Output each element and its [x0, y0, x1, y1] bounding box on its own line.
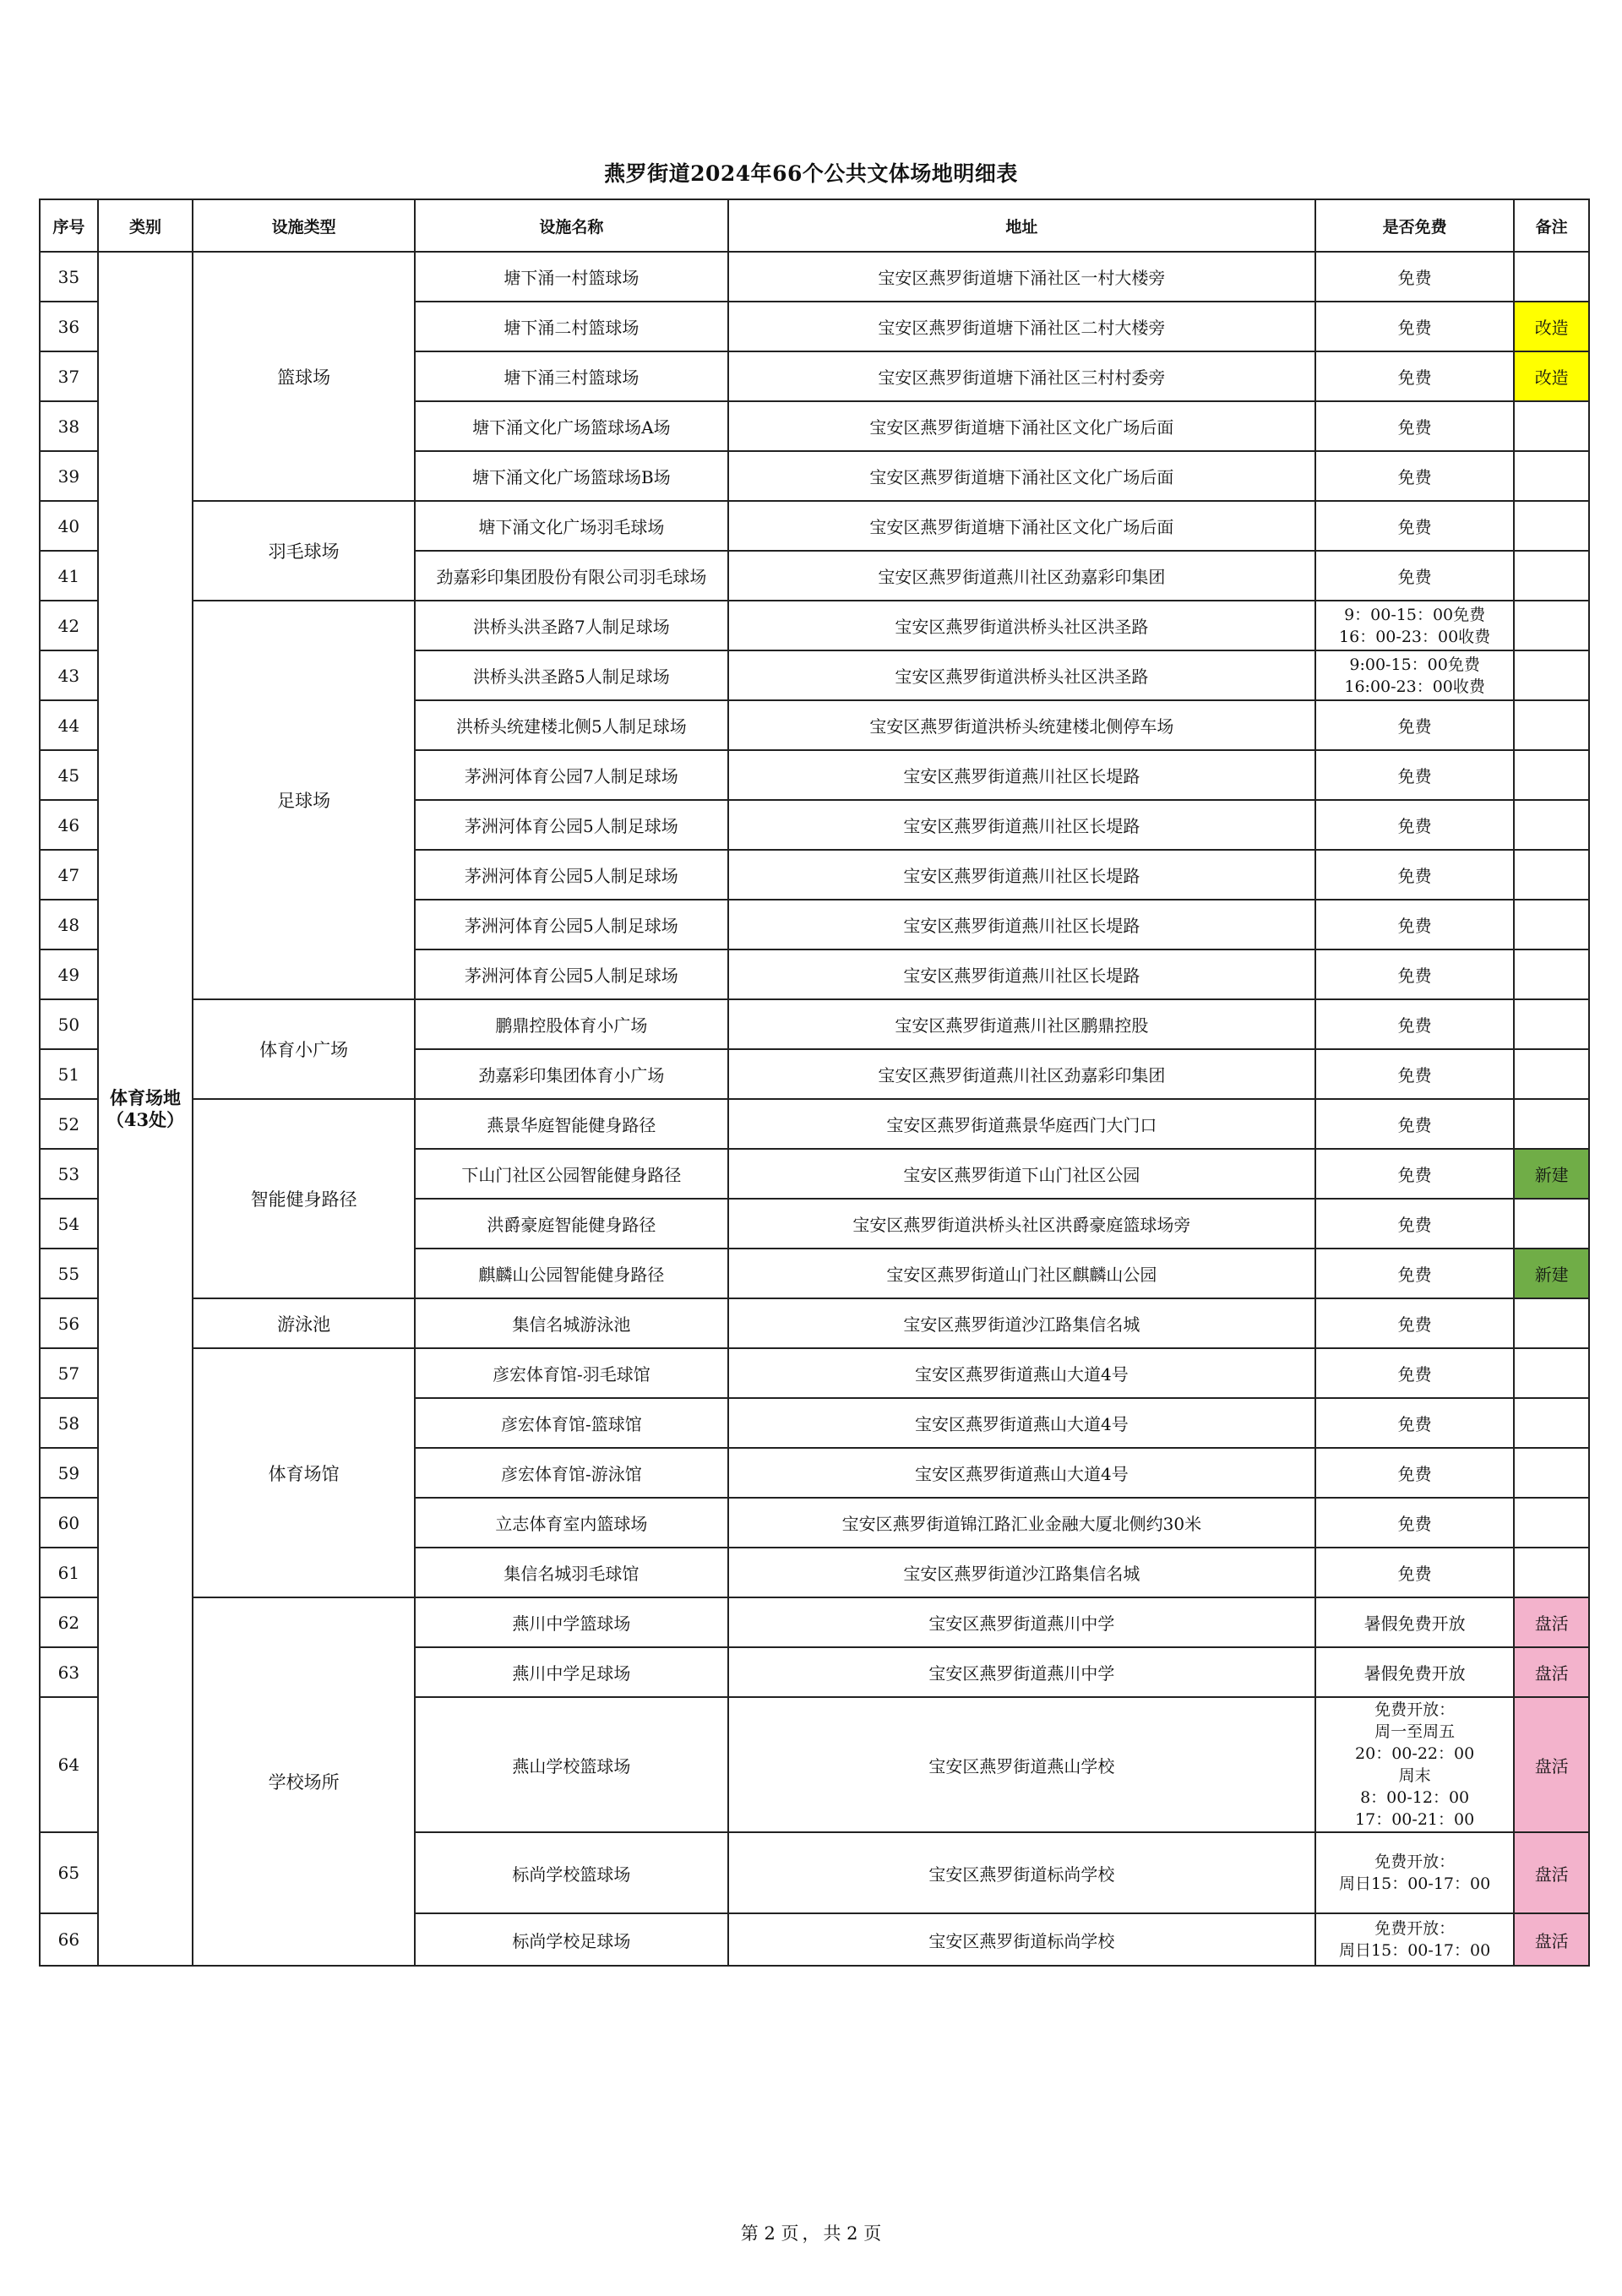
- cell-remark: [1514, 501, 1589, 551]
- cell-name: 集信名城羽毛球馆: [415, 1548, 728, 1597]
- cell-name: 茅洲河体育公园5人制足球场: [415, 850, 728, 900]
- cell-name: 劲嘉彩印集团体育小广场: [415, 1049, 728, 1099]
- cell-free: 免费: [1315, 999, 1515, 1049]
- cell-free: 免费开放： 周日15：00-17：00: [1315, 1832, 1515, 1913]
- cell-name: 标尚学校足球场: [415, 1913, 728, 1966]
- cell-address: 宝安区燕罗街道洪桥头社区洪圣路: [728, 601, 1315, 650]
- cell-free: 免费: [1315, 351, 1515, 401]
- cell-address: 宝安区燕罗街道塘下涌社区文化广场后面: [728, 401, 1315, 451]
- cell-remark: [1514, 1348, 1589, 1398]
- cell-address: 宝安区燕罗街道燕川社区劲嘉彩印集团: [728, 1049, 1315, 1099]
- cell-remark: [1514, 451, 1589, 501]
- table-row: [40, 999, 1589, 1049]
- cell-seq: 45: [40, 750, 98, 800]
- cell-free: 暑假免费开放: [1315, 1647, 1515, 1697]
- cell-free: 免费: [1315, 1448, 1515, 1498]
- remark-badge-revive: 盘活: [1514, 1697, 1589, 1832]
- cell-address: 宝安区燕罗街道燕川社区长堤路: [728, 949, 1315, 999]
- cell-address: 宝安区燕罗街道燕川社区长堤路: [728, 800, 1315, 850]
- cell-address: 宝安区燕罗街道沙江路集信名城: [728, 1298, 1315, 1348]
- cell-name: 彦宏体育馆-游泳馆: [415, 1448, 728, 1498]
- cell-type-pool: 游泳池: [193, 1298, 415, 1348]
- cell-seq: 59: [40, 1448, 98, 1498]
- cell-type-football: 足球场: [193, 601, 415, 999]
- cell-name: 洪桥头洪圣路7人制足球场: [415, 601, 728, 650]
- remark-badge-revive: 盘活: [1514, 1647, 1589, 1697]
- footer-total-pages: 共 2 页: [823, 2223, 882, 2244]
- cell-name: 茅洲河体育公园5人制足球场: [415, 800, 728, 850]
- header-facility-type: 设施类型: [193, 199, 415, 252]
- cell-remark: [1514, 551, 1589, 601]
- cell-seq: 52: [40, 1099, 98, 1149]
- cell-seq: 41: [40, 551, 98, 601]
- cell-remark: [1514, 900, 1589, 949]
- remark-badge-new: 新建: [1514, 1249, 1589, 1298]
- cell-address: 宝安区燕罗街道标尚学校: [728, 1913, 1315, 1966]
- cell-type-plaza: 体育小广场: [193, 999, 415, 1099]
- cell-name: 麒麟山公园智能健身路径: [415, 1249, 728, 1298]
- cell-free: 免费: [1315, 1348, 1515, 1398]
- cell-seq: 50: [40, 999, 98, 1049]
- page-title: 燕罗街道2024年66个公共文体场地明细表: [604, 161, 1018, 186]
- remark-badge-modify: 改造: [1514, 302, 1589, 351]
- cell-free: 免费: [1315, 1498, 1515, 1548]
- facility-table: [39, 199, 1590, 1967]
- cell-free: 免费: [1315, 1099, 1515, 1149]
- cell-name: 立志体育室内篮球场: [415, 1498, 728, 1548]
- cell-type-fitness: 智能健身路径: [193, 1099, 415, 1298]
- cell-seq: 54: [40, 1199, 98, 1249]
- remark-badge-new: 新建: [1514, 1149, 1589, 1199]
- cell-free: 免费: [1315, 700, 1515, 750]
- cell-remark: [1514, 999, 1589, 1049]
- table-row: [40, 601, 1589, 650]
- header-address: 地址: [728, 199, 1315, 252]
- cell-type-basketball: 篮球场: [193, 252, 415, 501]
- cell-name: 下山门社区公园智能健身路径: [415, 1149, 728, 1199]
- cell-free: 免费: [1315, 1249, 1515, 1298]
- cell-seq: 47: [40, 850, 98, 900]
- cell-free: 免费开放： 周日15：00-17：00: [1315, 1913, 1515, 1966]
- cell-free: 免费: [1315, 551, 1515, 601]
- cell-seq: 53: [40, 1149, 98, 1199]
- cell-address: 宝安区燕罗街道燕山大道4号: [728, 1448, 1315, 1498]
- cell-seq: 58: [40, 1398, 98, 1448]
- cell-seq: 61: [40, 1548, 98, 1597]
- cell-seq: 39: [40, 451, 98, 501]
- cell-type-gym: 体育场馆: [193, 1348, 415, 1597]
- cell-free: 免费开放： 周一至周五 20：00-22：00 周末 8：00-12：00 17：00-21：00: [1315, 1697, 1515, 1832]
- table-row: [40, 501, 1589, 551]
- header-remark: 备注: [1514, 199, 1589, 252]
- cell-remark: [1514, 850, 1589, 900]
- cell-remark: [1514, 800, 1589, 850]
- cell-address: 宝安区燕罗街道塘下涌社区文化广场后面: [728, 451, 1315, 501]
- table-row: [40, 1298, 1589, 1348]
- cell-address: 宝安区燕罗街道燕川社区长堤路: [728, 750, 1315, 800]
- cell-address: 宝安区燕罗街道燕山大道4号: [728, 1348, 1315, 1398]
- cell-name: 彦宏体育馆-篮球馆: [415, 1398, 728, 1448]
- cell-free: 免费: [1315, 451, 1515, 501]
- cell-address: 宝安区燕罗街道燕山学校: [728, 1697, 1315, 1832]
- cell-address: 宝安区燕罗街道洪桥头社区洪圣路: [728, 650, 1315, 700]
- cell-remark: [1514, 1448, 1589, 1498]
- cell-seq: 57: [40, 1348, 98, 1398]
- cell-name: 燕山学校篮球场: [415, 1697, 728, 1832]
- cell-remark: [1514, 401, 1589, 451]
- cell-remark: [1514, 949, 1589, 999]
- cell-name: 茅洲河体育公园5人制足球场: [415, 949, 728, 999]
- cell-address: 宝安区燕罗街道沙江路集信名城: [728, 1548, 1315, 1597]
- cell-address: 宝安区燕罗街道燕景华庭西门大门口: [728, 1099, 1315, 1149]
- cell-name: 燕景华庭智能健身路径: [415, 1099, 728, 1149]
- cell-address: 宝安区燕罗街道燕川社区劲嘉彩印集团: [728, 551, 1315, 601]
- page-footer: [0, 2220, 1622, 2245]
- cell-address: 宝安区燕罗街道洪桥头统建楼北侧停车场: [728, 700, 1315, 750]
- cell-address: 宝安区燕罗街道塘下涌社区三村村委旁: [728, 351, 1315, 401]
- cell-remark: [1514, 750, 1589, 800]
- cell-free: 免费: [1315, 1548, 1515, 1597]
- cell-free: 免费: [1315, 949, 1515, 999]
- cell-remark: [1514, 1099, 1589, 1149]
- cell-remark: [1514, 1398, 1589, 1448]
- cell-remark: [1514, 252, 1589, 302]
- footer-page-number: 第 2 页: [740, 2223, 799, 2244]
- cell-seq: 64: [40, 1697, 98, 1832]
- cell-seq: 40: [40, 501, 98, 551]
- remark-badge-modify: 改造: [1514, 351, 1589, 401]
- cell-type-school: 学校场所: [193, 1597, 415, 1966]
- cell-seq: 55: [40, 1249, 98, 1298]
- cell-name: 洪爵豪庭智能健身路径: [415, 1199, 728, 1249]
- cell-seq: 63: [40, 1647, 98, 1697]
- cell-address: 宝安区燕罗街道燕川社区长堤路: [728, 900, 1315, 949]
- cell-category: 体育场地 （43处）: [98, 252, 193, 1966]
- cell-remark: [1514, 650, 1589, 700]
- cell-seq: 46: [40, 800, 98, 850]
- cell-seq: 44: [40, 700, 98, 750]
- cell-free: 免费: [1315, 1149, 1515, 1199]
- cell-seq: 38: [40, 401, 98, 451]
- cell-remark: [1514, 1548, 1589, 1597]
- cell-seq: 51: [40, 1049, 98, 1099]
- cell-name: 洪桥头洪圣路5人制足球场: [415, 650, 728, 700]
- cell-free: 免费: [1315, 900, 1515, 949]
- cell-address: 宝安区燕罗街道塘下涌社区二村大楼旁: [728, 302, 1315, 351]
- cell-free: 免费: [1315, 800, 1515, 850]
- cell-name: 茅洲河体育公园7人制足球场: [415, 750, 728, 800]
- footer-separator: ，: [802, 2223, 820, 2244]
- cell-free: 免费: [1315, 252, 1515, 302]
- cell-seq: 66: [40, 1913, 98, 1966]
- cell-name: 塘下涌二村篮球场: [415, 302, 728, 351]
- cell-name: 劲嘉彩印集团股份有限公司羽毛球场: [415, 551, 728, 601]
- cell-name: 燕川中学篮球场: [415, 1597, 728, 1647]
- cell-name: 鹏鼎控股体育小广场: [415, 999, 728, 1049]
- cell-remark: [1514, 1298, 1589, 1348]
- cell-address: 宝安区燕罗街道下山门社区公园: [728, 1149, 1315, 1199]
- cell-seq: 35: [40, 252, 98, 302]
- cell-address: 宝安区燕罗街道洪桥头社区洪爵豪庭篮球场旁: [728, 1199, 1315, 1249]
- cell-address: 宝安区燕罗街道燕川社区长堤路: [728, 850, 1315, 900]
- cell-remark: [1514, 700, 1589, 750]
- cell-name: 塘下涌文化广场羽毛球场: [415, 501, 728, 551]
- cell-address: 宝安区燕罗街道燕川中学: [728, 1597, 1315, 1647]
- cell-free: 9：00-15：00免费 16：00-23：00收费: [1315, 601, 1515, 650]
- cell-name: 彦宏体育馆-羽毛球馆: [415, 1348, 728, 1398]
- cell-remark: [1514, 1199, 1589, 1249]
- cell-seq: 42: [40, 601, 98, 650]
- cell-seq: 43: [40, 650, 98, 700]
- cell-free: 免费: [1315, 1398, 1515, 1448]
- cell-seq: 62: [40, 1597, 98, 1647]
- cell-remark: [1514, 1049, 1589, 1099]
- header-seq: 序号: [40, 199, 98, 252]
- remark-badge-revive: 盘活: [1514, 1913, 1589, 1966]
- header-category: 类别: [98, 199, 193, 252]
- cell-name: 茅洲河体育公园5人制足球场: [415, 900, 728, 949]
- cell-address: 宝安区燕罗街道山门社区麒麟山公园: [728, 1249, 1315, 1298]
- cell-free: 免费: [1315, 1298, 1515, 1348]
- cell-free: 免费: [1315, 1199, 1515, 1249]
- header-facility-name: 设施名称: [415, 199, 728, 252]
- cell-name: 塘下涌三村篮球场: [415, 351, 728, 401]
- cell-seq: 48: [40, 900, 98, 949]
- remark-badge-revive: 盘活: [1514, 1832, 1589, 1913]
- table-row: [40, 252, 1589, 302]
- cell-free: 免费: [1315, 1049, 1515, 1099]
- cell-name: 集信名城游泳池: [415, 1298, 728, 1348]
- cell-free: 免费: [1315, 501, 1515, 551]
- table-row: [40, 1597, 1589, 1647]
- cell-address: 宝安区燕罗街道塘下涌社区一村大楼旁: [728, 252, 1315, 302]
- cell-type-badminton: 羽毛球场: [193, 501, 415, 601]
- cell-remark: [1514, 1498, 1589, 1548]
- cell-free: 9:00-15：00免费 16:00-23：00收费: [1315, 650, 1515, 700]
- cell-free: 免费: [1315, 750, 1515, 800]
- cell-seq: 36: [40, 302, 98, 351]
- table-row: [40, 1099, 1589, 1149]
- cell-free: 暑假免费开放: [1315, 1597, 1515, 1647]
- cell-address: 宝安区燕罗街道塘下涌社区文化广场后面: [728, 501, 1315, 551]
- cell-free: 免费: [1315, 302, 1515, 351]
- cell-free: 免费: [1315, 850, 1515, 900]
- table-row: [40, 1348, 1589, 1398]
- cell-address: 宝安区燕罗街道燕川中学: [728, 1647, 1315, 1697]
- cell-seq: 60: [40, 1498, 98, 1548]
- cell-remark: [1514, 601, 1589, 650]
- cell-address: 宝安区燕罗街道锦江路汇业金融大厦北侧约30米: [728, 1498, 1315, 1548]
- cell-name: 燕川中学足球场: [415, 1647, 728, 1697]
- cell-name: 塘下涌文化广场篮球场B场: [415, 451, 728, 501]
- cell-name: 塘下涌文化广场篮球场A场: [415, 401, 728, 451]
- cell-name: 塘下涌一村篮球场: [415, 252, 728, 302]
- cell-seq: 49: [40, 949, 98, 999]
- cell-address: 宝安区燕罗街道标尚学校: [728, 1832, 1315, 1913]
- cell-address: 宝安区燕罗街道燕山大道4号: [728, 1398, 1315, 1448]
- cell-address: 宝安区燕罗街道燕川社区鹏鼎控股: [728, 999, 1315, 1049]
- cell-seq: 56: [40, 1298, 98, 1348]
- header-free: 是否免费: [1315, 199, 1515, 252]
- remark-badge-revive: 盘活: [1514, 1597, 1589, 1647]
- cell-name: 洪桥头统建楼北侧5人制足球场: [415, 700, 728, 750]
- cell-name: 标尚学校篮球场: [415, 1832, 728, 1913]
- header-row: [40, 199, 1589, 252]
- cell-free: 免费: [1315, 401, 1515, 451]
- cell-seq: 37: [40, 351, 98, 401]
- cell-seq: 65: [40, 1832, 98, 1913]
